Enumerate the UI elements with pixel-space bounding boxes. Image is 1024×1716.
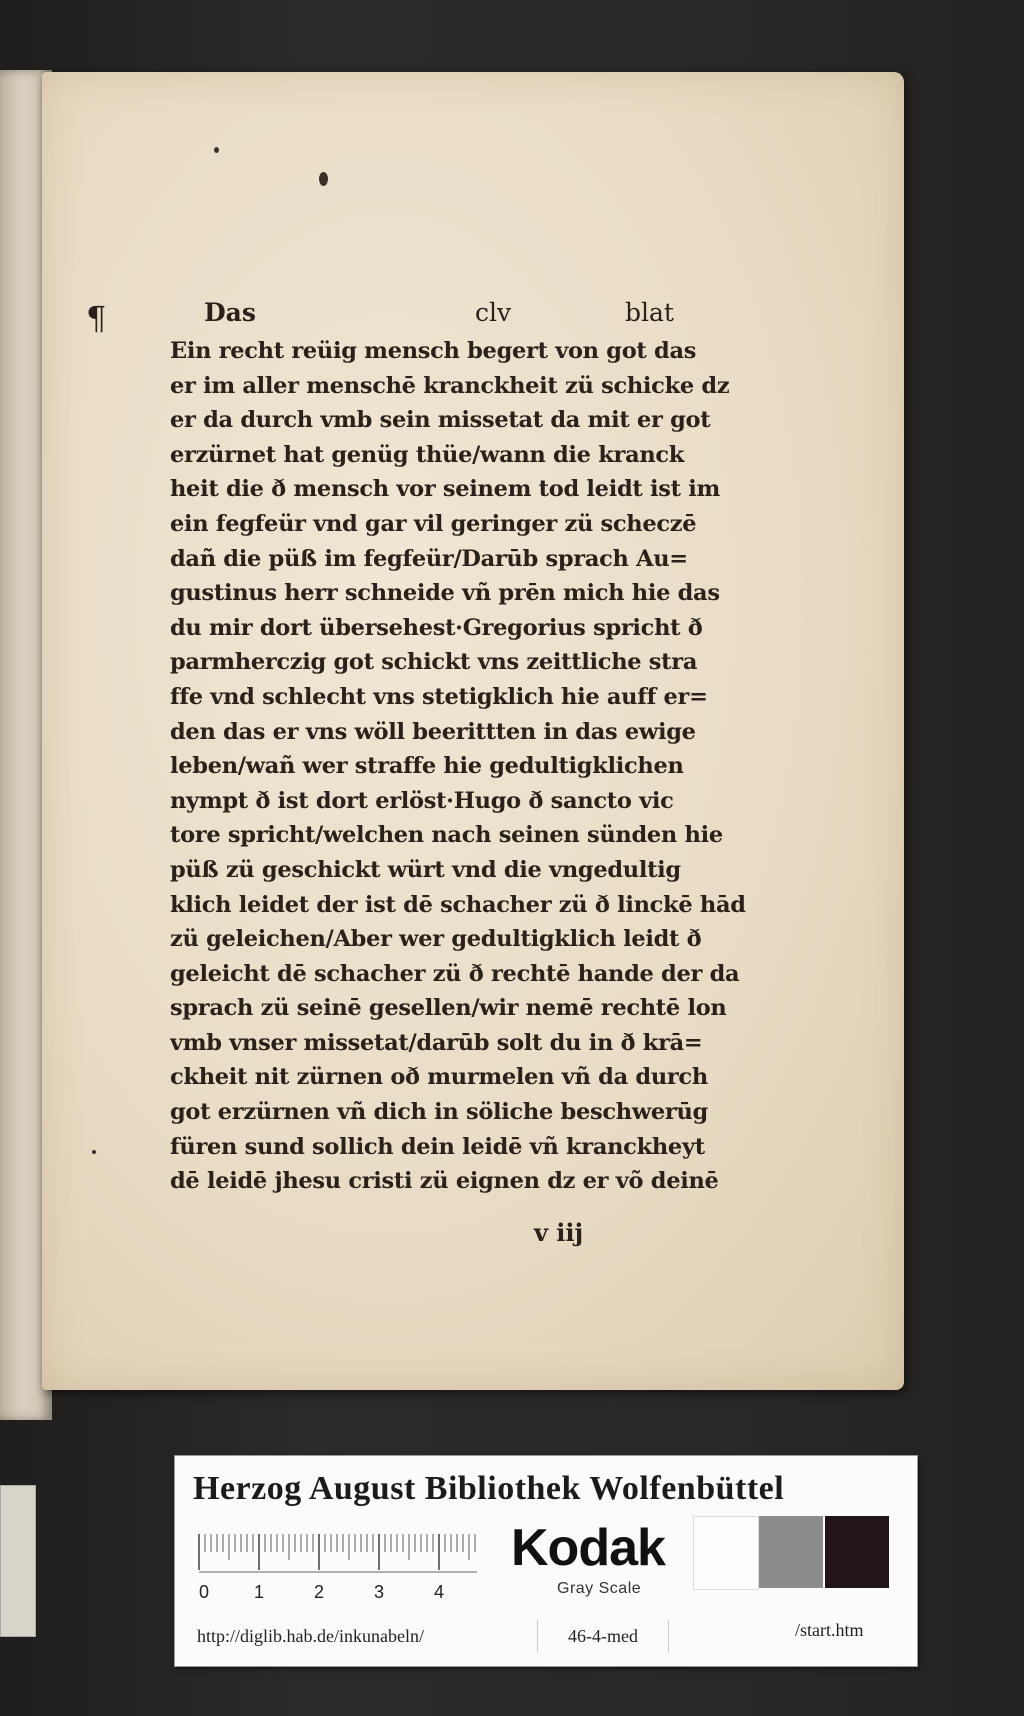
text-block (170, 298, 790, 1199)
gray-scale-label: Gray Scale (557, 1580, 642, 1597)
pilcrow-mark: ¶ (86, 299, 107, 337)
text-line: erzürnet hat genüg thüe/wann die kranck (170, 441, 685, 468)
folio-number: clv (475, 298, 512, 327)
gray-patch-mid (759, 1516, 823, 1588)
book-page (42, 72, 904, 1390)
text-line: nympt ð ist dort erlöst·Hugo ð sancto vic (170, 787, 674, 814)
ruler-label: 0 (199, 1582, 210, 1602)
text-line: dañ die püß im fegfeür/Darūb sprach Au= (170, 545, 688, 572)
header-blat: blat (625, 298, 674, 327)
text-line: vmb vnser missetat/darūb solt du in ð krā= (170, 1029, 703, 1056)
url-base: http://diglib.hab.de/inkunabeln/ (197, 1626, 424, 1646)
library-name: Herzog August Bibliothek Wolfenbüttel (193, 1470, 785, 1507)
text-line: ein fegfeür vnd gar vil geringer zü scheczē (170, 510, 697, 537)
text-line: er im aller menschē kranckheit zü schicke dz (170, 372, 730, 399)
running-header (170, 298, 790, 334)
header-title: Das (204, 298, 256, 327)
ink-speck (92, 1150, 96, 1154)
text-line: zü geleichen/Aber wer gedultigklich leidt ð (170, 926, 702, 953)
text-line: heit die ð mensch vor seinem tod leidt ist im (170, 476, 721, 503)
color-target-strip (174, 1455, 918, 1667)
ruler-label: 3 (373, 1582, 385, 1602)
ink-speck (319, 172, 328, 186)
gray-patch-black (825, 1516, 889, 1588)
ruler-label: 1 (253, 1582, 265, 1602)
text-line: püß zü geschickt würt vnd die vngedultig (170, 856, 681, 883)
text-line: tore spricht/welchen nach seinen sünden hie (170, 822, 723, 849)
signature-mark: v iij (534, 1218, 584, 1247)
url-identifier: 46-4-med (537, 1620, 669, 1653)
text-line: sprach zü seinē gesellen/wir nemē rechtē lon (170, 995, 727, 1022)
left-side-label-tab (0, 1485, 36, 1637)
ruler-label: 2 (313, 1582, 325, 1602)
text-line: er da durch vmb sein missetat da mit er got (170, 407, 711, 434)
kodak-logo: Kodak (511, 1519, 665, 1577)
text-line: gustinus herr schneide vñ prēn mich hie das (170, 580, 720, 607)
gray-patch-white (693, 1516, 759, 1590)
ruler-labels (199, 1582, 444, 1602)
text-line: dē leidē jhesu cristi zü eignen dz er võ deinē (170, 1168, 719, 1195)
url-suffix: /start.htm (795, 1620, 864, 1640)
text-line: ffe vnd schlecht vns stetigklich hie auff er= (170, 683, 708, 710)
ink-speck (214, 147, 219, 153)
text-line: Ein recht reüig mensch begert von got das (170, 338, 697, 364)
text-line: geleicht dē schacher zü ð rechtē hande der da (170, 960, 740, 987)
ruler (197, 1530, 497, 1606)
ruler-ticks (199, 1534, 477, 1572)
text-line: got erzürnen vñ dich in söliche beschwerūg (170, 1099, 708, 1126)
text-line: parmherczig got schickt vns zeittliche stra (170, 649, 698, 676)
text-line: den das er vns wöll beerittten in das ewige (170, 718, 696, 745)
text-line: klich leidet der ist dē schacher zü ð linckē hād (170, 891, 746, 918)
text-line: du mir dort übersehest·Gregorius spricht ð (170, 614, 703, 641)
text-line: ckheit nit zürnen oð murmelen vñ da durch (170, 1064, 708, 1091)
text-line: leben/wañ wer straffe hie gedultigklichen (170, 753, 684, 780)
ruler-label: 4 (433, 1582, 445, 1602)
body-text (170, 334, 790, 1199)
text-line: füren sund sollich dein leidē vñ kranckheyt (170, 1133, 705, 1160)
